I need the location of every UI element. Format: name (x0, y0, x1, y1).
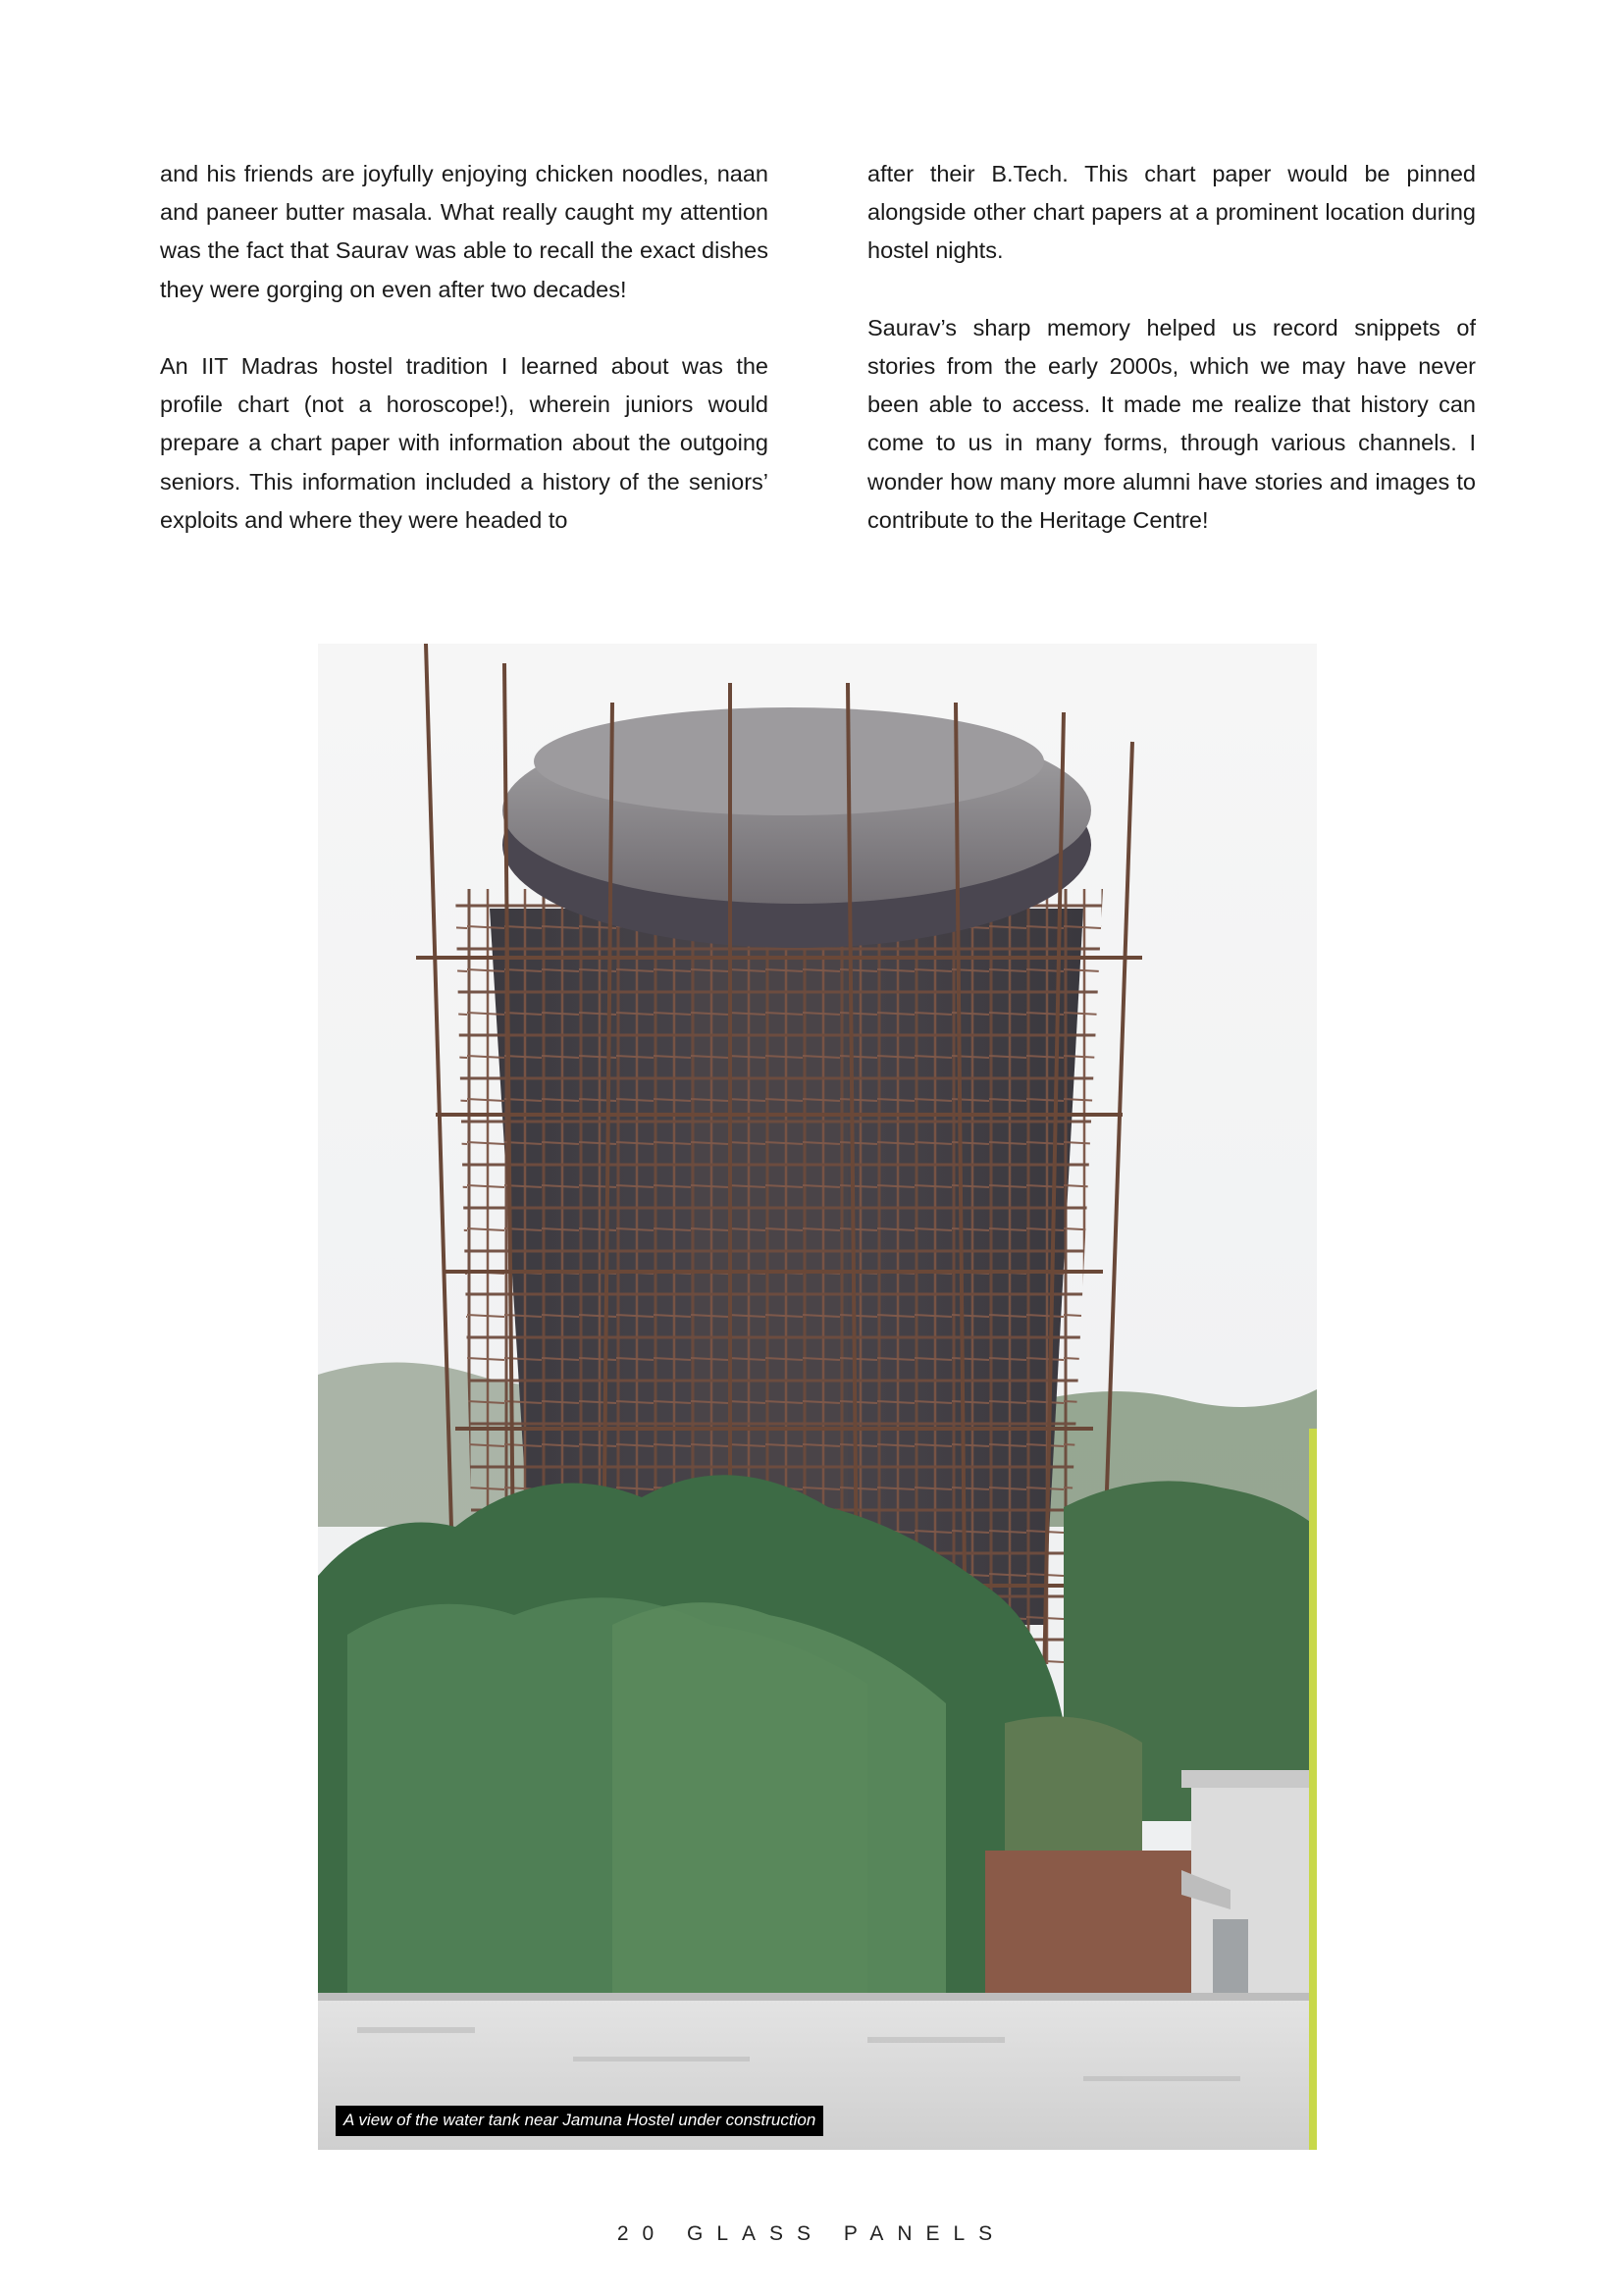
right-text-column (867, 155, 1476, 540)
page-footer: 20 GLASS PANELS (616, 2222, 1007, 2245)
right-paragraph-2: Saurav’s sharp memory helped us record snippets of stories from the early 2000s, which we may have never been able to access. It made me realize that history can come to us in many forms, through various channels. I wonder how many more alumni have stories and images to contribute to the Heritage Centre! (867, 314, 1476, 533)
left-paragraph-1: and his friends are joyfully enjoying chicken noodles, naan and paneer butter masala. What really caught my attention was the fact that Saurav was able to recall the exact dishes they were gorging on even after two decades! (160, 161, 768, 302)
water-tank-photo (318, 644, 1317, 2150)
left-text-column (160, 155, 768, 540)
right-paragraph-1: after their B.Tech. This chart paper would be pinned alongside other chart papers at a prominent location during hostel nights. (867, 161, 1476, 264)
water-tank-illustration (318, 644, 1317, 2150)
left-paragraph-2: An IIT Madras hostel tradition I learned about was the profile chart (not a horoscope!), wherein juniors would prepare a chart paper with information about the outgoing seniors. This information included a history of the seniors’ exploits and where they were headed to (160, 353, 768, 533)
photo-caption: A view of the water tank near Jamuna Hostel under construction (336, 2106, 823, 2136)
